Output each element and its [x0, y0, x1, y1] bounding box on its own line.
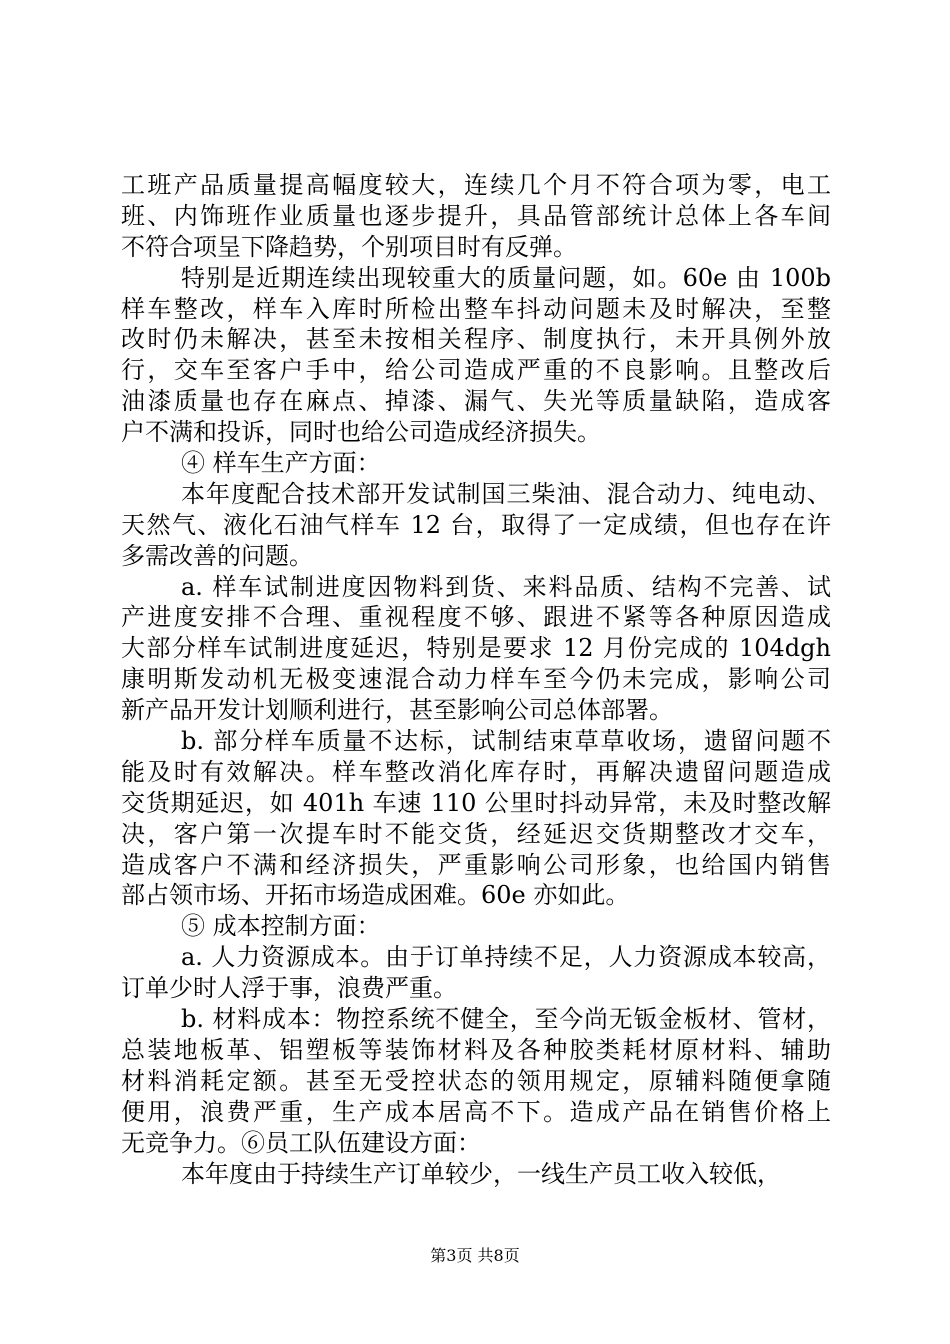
text-line: 多需改善的问题。 [121, 541, 313, 570]
paragraph [121, 479, 831, 572]
text-line: 特别是近期连续出现较重大的质量问题，如。60e 由 100b [181, 263, 831, 292]
text-line: 班、内饰班作业质量也逐步提升，具品管部统计总体上各车间 [121, 201, 831, 230]
text-line: ⑤ 成本控制方面： [181, 912, 381, 941]
text-line: 造成客户不满和经济损失，严重影响公司形象，也给国内销售 [121, 850, 831, 879]
text-line: ④ 样车生产方面： [181, 449, 381, 478]
text-line: b. 材料成本：物控系统不健全，至今尚无钣金板材、管材， [181, 1005, 831, 1034]
text-line: 户不满和投诉，同时也给公司造成经济损失。 [121, 418, 601, 447]
text-line: a. 人力资源成本。由于订单持续不足，人力资源成本较高， [181, 943, 831, 972]
text-line: 交货期延迟，如 401h 车速 110 公里时抖动异常，未及时整改解 [121, 788, 831, 817]
text-line: 行，交车至客户手中，给公司造成严重的不良影响。且整改后 [121, 356, 831, 385]
text-line: 不符合项呈下降趋势，个别项目时有反弹。 [121, 232, 577, 261]
page-footer: 第3页 共8页 [430, 1246, 520, 1265]
text-line: 能及时有效解决。样车整改消化库存时，再解决遗留问题造成 [121, 757, 831, 786]
text-line: 工班产品质量提高幅度较大，连续几个月不符合项为零，电工 [121, 171, 831, 199]
paragraph [121, 448, 831, 479]
text-line: 大部分样车试制进度延迟，特别是要求 12 月份完成的 104dgh [121, 634, 831, 663]
document-body [121, 170, 831, 1189]
paragraph [121, 572, 831, 726]
text-line: 决，客户第一次提车时不能交货，经延迟交货期整改才交车， [121, 819, 831, 848]
paragraph [121, 170, 831, 263]
text-line: 改时仍未解决，甚至未按相关程序、制度执行，未开具例外放 [121, 325, 831, 354]
text-line: 部占领市场、开拓市场造成困难。60e 亦如此。 [121, 881, 630, 910]
text-line: 天然气、液化石油气样车 12 台，取得了一定成绩，但也存在许 [121, 510, 831, 539]
paragraph [121, 1004, 831, 1158]
paragraph [121, 911, 831, 942]
text-line: 无竞争力。⑥员工队伍建设方面： [121, 1128, 481, 1157]
paragraph [121, 942, 831, 1004]
text-line: a. 样车试制进度因物料到货、来料品质、结构不完善、试 [181, 572, 831, 601]
text-line: 总装地板革、铝塑板等装饰材料及各种胶类耗材原材料、辅助 [121, 1035, 831, 1064]
text-line: 油漆质量也存在麻点、掉漆、漏气、失光等质量缺陷，造成客 [121, 387, 831, 416]
text-line: 新产品开发计划顺利进行，甚至影响公司总体部署。 [121, 696, 673, 725]
text-line: 材料消耗定额。甚至无受控状态的领用规定，原辅料随便拿随 [121, 1066, 831, 1095]
text-line: b. 部分样车质量不达标，试制结束草草收场，遗留问题不 [181, 727, 831, 756]
text-line: 本年度配合技术部开发试制国三柴油、混合动力、纯电动、 [181, 479, 831, 508]
text-line: 订单少时人浮于事，浪费严重。 [121, 974, 457, 1003]
paragraph [121, 1159, 831, 1190]
paragraph [121, 263, 831, 448]
paragraph [121, 726, 831, 911]
text-line: 本年度由于持续生产订单较少，一线生产员工收入较低， [181, 1159, 781, 1188]
text-line: 产进度安排不合理、重视程度不够、跟进不紧等各种原因造成 [121, 603, 831, 632]
text-line: 便用，浪费严重，生产成本居高不下。造成产品在销售价格上 [121, 1097, 831, 1126]
text-line: 样车整改，样车入库时所检出整车抖动问题未及时解决，至整 [121, 294, 831, 323]
text-line: 康明斯发动机无极变速混合动力样车至今仍未完成，影响公司 [121, 665, 831, 694]
